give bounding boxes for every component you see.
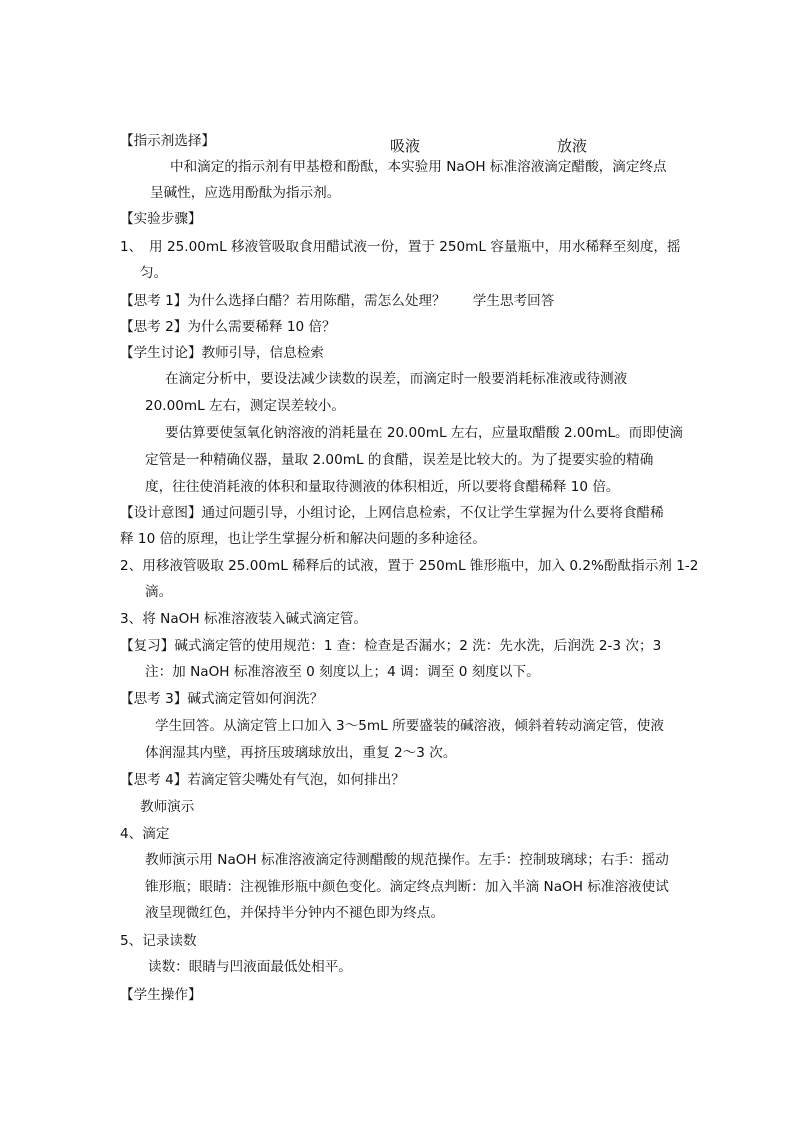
heading-student-operation: 【学生操作】	[120, 987, 202, 1003]
review-line: 【复习】碱式滴定管的使用规范：1 查：检查是否漏水；2 洗：先水洗，后润洗 2-3 次；3	[120, 638, 662, 654]
teacher-demo: 教师演示	[140, 799, 195, 815]
paragraph-line: 学生回答。从滴定管上口加入 3～5mL 所要盛装的碱溶液，倾斜着转动滴定管，使液	[155, 718, 664, 734]
paragraph-line: 在滴定分析中，要设法减少读数的误差，而滴定时一般要消耗标准液或待测液	[165, 371, 628, 387]
label-release: 放液	[557, 137, 588, 155]
heading-experiment-steps: 【实验步骤】	[120, 211, 202, 227]
paragraph-line: 体润湿其内壁，再挤压玻璃球放出，重复 2～3 次。	[145, 745, 457, 761]
paragraph-line: 中和滴定的指示剂有甲基橙和酚酞，本实验用 NaOH 标准溶液滴定醋酸，滴定终点	[170, 159, 667, 175]
step-3-line: 3、将 NaOH 标准溶液装入碱式滴定管。	[120, 611, 368, 627]
paragraph-line: 要估算要使氢氧化钠溶液的消耗量在 20.00mL 左右，应量取醋酸 2.00mL。而即使滴	[165, 425, 683, 441]
step-1-line: 匀。	[140, 265, 168, 281]
design-intent: 【设计意图】通过问题引导，小组讨论，上网信息检索，不仅让学生掌握为什么要将食醋稀	[120, 505, 664, 521]
step-2-line: 滴。	[145, 584, 173, 600]
heading-student-discussion: 【学生讨论】教师引导，信息检索	[120, 345, 324, 361]
question-2: 【思考 2】为什么需要稀释 10 倍？	[120, 319, 336, 335]
step-1-line: 1、 用 25.00mL 移液管吸取食用醋试液一份，置于 250mL 容量瓶中，用水稀释至刻度，摇	[120, 239, 681, 255]
question-1: 【思考 1】为什么选择白醋？若用陈醋，需怎么处理？ 学生思考回答	[120, 293, 555, 309]
step-2-line: 2、用移液管吸取 25.00mL 稀释后的试液，置于 250mL 锥形瓶中，加入 0.2%酚酞指示剂 1-2	[120, 558, 699, 574]
step-4-line: 液呈现微红色，并保持半分钟内不褪色即为终点。	[145, 905, 445, 921]
paragraph-line: 定管是一种精确仪器，量取 2.00mL 的食醋，误差是比较大的。为了提要实验的精确	[145, 452, 654, 468]
label-absorb: 吸液	[390, 137, 421, 155]
step-4-line: 锥形瓶；眼睛：注视锥形瓶中颜色变化。滴定终点判断：加入半滴 NaOH 标准溶液使试	[145, 879, 669, 895]
design-intent: 释 10 倍的原理，也让学生掌握分析和解决问题的多种途径。	[120, 531, 486, 547]
heading-indicator-selection: 【指示剂选择】	[120, 133, 216, 149]
paragraph-line: 度，往往使消耗液的体积和量取待测液的体积相近，所以要将食醋稀释 10 倍。	[145, 479, 620, 495]
paragraph-line: 20.00mL 左右，测定误差较小。	[145, 398, 345, 414]
question-3: 【思考 3】碱式滴定管如何润洗？	[120, 691, 324, 707]
review-line: 注：加 NaOH 标准溶液至 0 刻度以上；4 调：调至 0 刻度以下。	[145, 664, 540, 680]
step-4-heading: 4、滴定	[120, 826, 170, 842]
column-labels	[390, 136, 620, 156]
step-5-line: 读数：眼睛与凹液面最低处相平。	[148, 959, 352, 975]
step-4-line: 教师演示用 NaOH 标准溶液滴定待测醋酸的规范操作。左手：控制玻璃球；右手：摇动	[145, 852, 669, 868]
step-5-heading: 5、记录读数	[120, 933, 197, 949]
paragraph-line: 呈碱性，应选用酚酞为指示剂。	[150, 185, 341, 201]
question-4: 【思考 4】若滴定管尖嘴处有气泡，如何排出？	[120, 772, 405, 788]
